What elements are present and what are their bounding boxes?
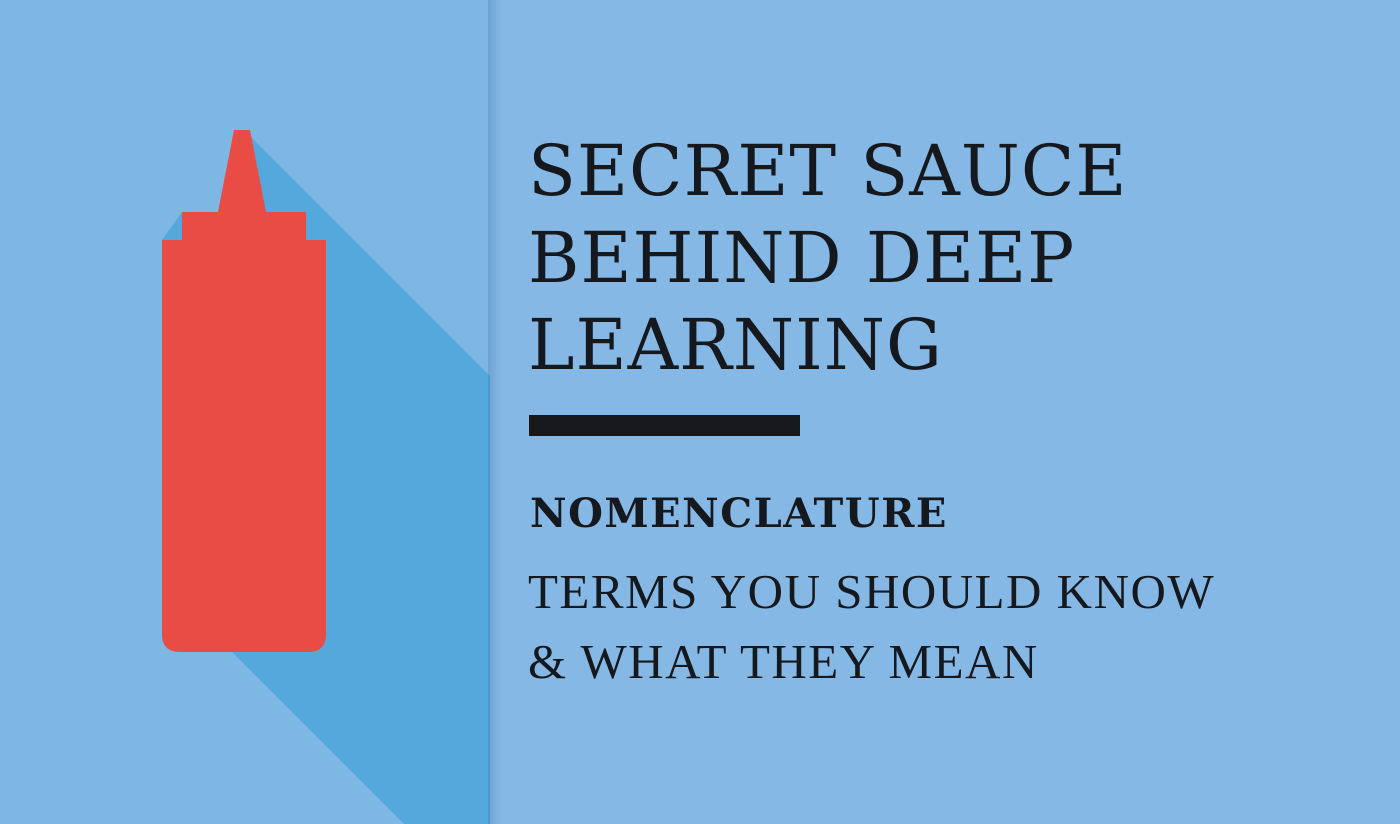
illustration-panel [0, 0, 490, 824]
ketchup-bottle-icon [0, 0, 490, 824]
bottle-cap [182, 212, 306, 242]
panel-divider-shadow [488, 0, 502, 824]
text-panel [490, 0, 1400, 824]
tagline: TERMS YOU SHOULD KNOW & WHAT THEY MEAN [528, 564, 1216, 689]
subtitle: NOMENCLATURE [530, 490, 948, 537]
title-underline-bar [529, 415, 800, 436]
bottle-body [162, 248, 326, 652]
headline-title: SECRET SAUCE BEHIND DEEP LEARNING [528, 130, 1128, 386]
